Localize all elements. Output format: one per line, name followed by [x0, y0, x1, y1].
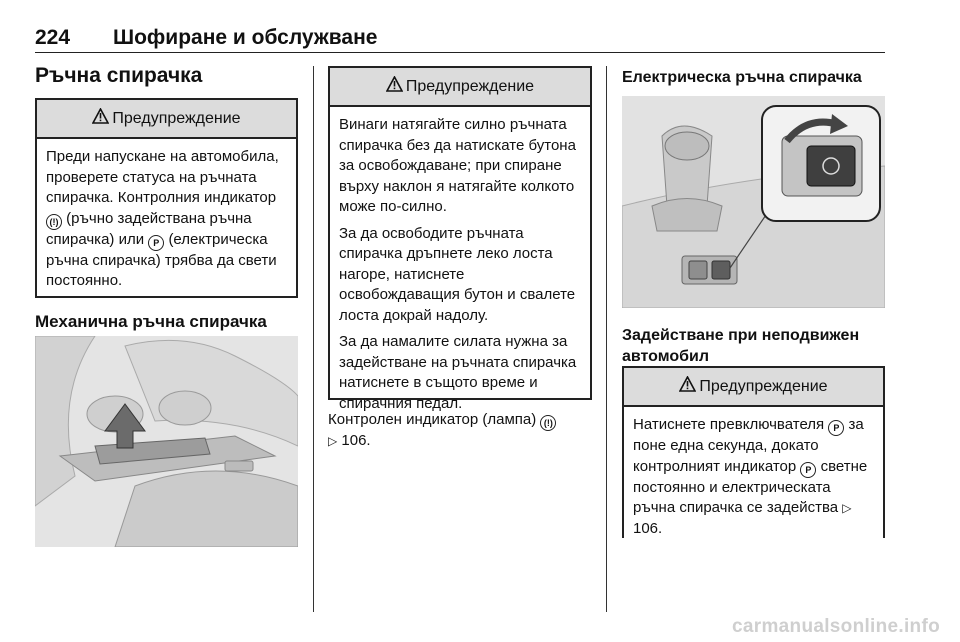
warning-text	[37, 139, 296, 304]
subsection-title: Задействане при неподвижен автомобил	[622, 327, 860, 365]
warning-header	[37, 100, 296, 139]
chapter-title: Шофиране и обслужване	[113, 26, 378, 49]
warning-triangle-icon	[92, 108, 109, 129]
warning-triangle-icon	[679, 376, 696, 397]
mechanical-handbrake-illustration	[35, 336, 298, 547]
indicator-text: Контролен индикатор (лампа)	[328, 411, 537, 428]
brake-indicator-icon: (!)	[540, 415, 556, 431]
warning-label: Предупреждение	[112, 109, 241, 127]
column-divider	[606, 66, 607, 612]
warning-text	[624, 407, 883, 551]
section-title: Електрическа ръчна спирачка	[622, 69, 862, 86]
warning-paragraph: За да намалите силата нужна за задействане на ръчната спирачка натиснете в същото време и спирачния педал.	[339, 333, 577, 412]
page-ref-icon: ▷	[328, 434, 338, 448]
warning-text-part: (електрическа ръчна спирачка) трябва да свети постоянно.	[46, 230, 277, 289]
page-ref-number: 106.	[341, 432, 371, 449]
warning-paragraph: За да освободите ръчната спирачка дръпнете леко лоста нагоре, натиснете освобождаващия бутон и свалете лоста докрай надолу.	[339, 224, 576, 324]
warning-box	[622, 366, 885, 538]
page-ref-number: 106.	[633, 519, 663, 537]
warning-header	[624, 368, 883, 407]
warning-triangle-icon	[386, 76, 403, 97]
page-header	[35, 22, 885, 53]
warning-paragraph: Винаги натягайте силно ръчната спирачка без да натискате бутона за освобождаване; при спиране върху наклон я натягайте колкото може по-силно.	[339, 116, 576, 215]
electric-handbrake-illustration	[622, 96, 885, 308]
subsection-title: Механична ръчна спирачка	[35, 312, 267, 331]
warning-label: Предупреждение	[699, 377, 828, 395]
column-divider	[313, 66, 314, 612]
warning-text	[330, 107, 590, 426]
warning-text-part: (ръчно задействана ръчна спирачка) или	[46, 209, 252, 248]
page-number: 224	[35, 26, 71, 49]
warning-text-part: за поне една секунда, докато контролният индикатор	[633, 416, 864, 475]
warning-header	[330, 68, 590, 107]
brake-indicator-icon: (!)	[46, 214, 62, 230]
parking-brake-p-icon: P	[148, 235, 164, 251]
warning-label: Предупреждение	[405, 77, 535, 95]
warning-text-part: Преди напускане на автомобила, проверете статуса на ръчната спирачка. Контролния индикатор	[46, 148, 279, 206]
indicator-reference	[328, 410, 592, 452]
page-ref-icon: ▷	[842, 501, 852, 515]
parking-brake-switch-icon: P	[828, 420, 844, 436]
warning-box	[328, 66, 592, 412]
warning-text-part: светне постоянно и електрическата ръчна спирачка се задейства	[633, 457, 868, 516]
watermark: carmanualsonline.info	[732, 616, 940, 637]
warning-text-part: Натиснете превключвателя	[633, 416, 825, 433]
section-title: Ръчна спирачка	[35, 64, 203, 87]
warning-box	[35, 98, 298, 298]
parking-brake-p-icon: P	[800, 462, 816, 478]
